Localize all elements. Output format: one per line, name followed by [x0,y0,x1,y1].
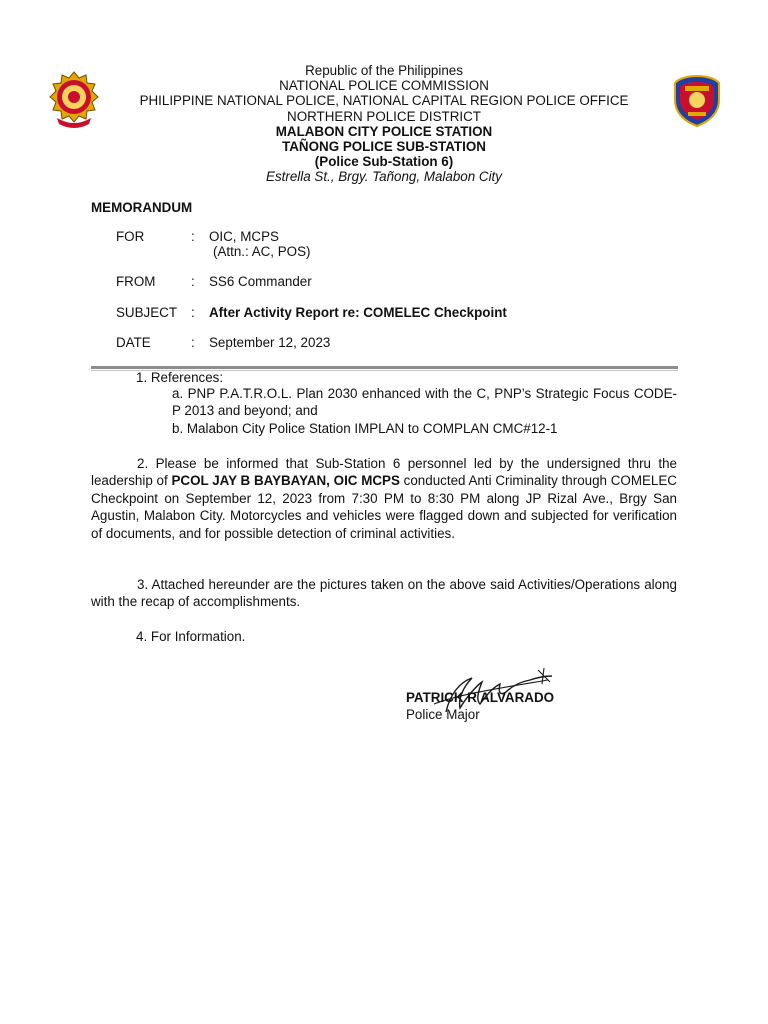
references-heading: 1. References: [136,370,224,385]
paragraph-2-details: conducted Anti Criminality through COMELEC Checkpoint on September 12, 2023 from 7:30 PM to 8:30 PM along JP Rizal Ave., Brgy San Agustin, Malabon City. Motorcycles and vehicles were flagged down and subjected for verification of documents, and for possible detection of criminal activities. [91,473,677,541]
subject-value: After Activity Report re: COMELEC Checkpoint [209,305,507,320]
from-colon: : [191,274,195,289]
letterhead-republic: Republic of the Philippines [305,63,463,78]
paragraph-2 [91,455,677,542]
letterhead-address: Estrella St., Brgy. Tañong, Malabon City [266,169,502,185]
for-attention: (Attn.: AC, POS) [213,244,311,259]
date-colon: : [191,335,195,350]
signatory-rank: Police Major [406,707,480,722]
letterhead-district: NORTHERN POLICE DISTRICT [287,108,481,124]
subject-label: SUBJECT [116,305,178,320]
letterhead-station: MALABON CITY POLICE STATION [275,123,493,139]
paragraph-2-intro: 2. Please be informed that Sub-Station 6 personnel led by the undersigned thru the leadership of [91,456,677,489]
for-colon: : [191,229,195,244]
from-value: SS6 Commander [209,274,312,289]
letterhead-substation: TAÑONG POLICE SUB-STATION [282,139,486,155]
reference-b: b. Malabon City Police Station IMPLAN to COMPLAN CMC#12-1 [172,421,558,436]
from-label: FROM [116,274,156,289]
for-value [209,229,310,259]
police-badge-icon [672,74,722,128]
paragraph-3: 3. Attached hereunder are the pictures taken on the above said Activities/Operations along with the recap of accomplishments. [91,577,677,610]
reference-a: a. PNP P.A.T.R.O.L. Plan 2030 enhanced with the C, PNP’s Strategic Focus CODE-P 2013 and beyond; and [172,386,677,419]
letterhead-substation-number: (Police Sub-Station 6) [314,154,454,170]
signatory-name: PATRICK R ALVARADO [406,690,555,705]
letterhead [90,63,678,185]
date-value: September 12, 2023 [209,335,331,350]
subject-colon: : [191,305,195,320]
letterhead-napolcom: NATIONAL POLICE COMMISSION [279,78,489,94]
for-recipient: OIC, MCPS [209,229,279,244]
date-label: DATE [116,335,151,350]
letterhead-pnp-ncrpo: PHILIPPINE NATIONAL POLICE, NATIONAL CAPITAL REGION POLICE OFFICE [139,93,629,109]
memo-title: MEMORANDUM [91,200,193,215]
paragraph-2-commander: PCOL JAY B BAYBAYAN, OIC MCPS [171,473,400,489]
paragraph-4: 4. For Information. [136,629,246,644]
for-label: FOR [116,229,145,244]
